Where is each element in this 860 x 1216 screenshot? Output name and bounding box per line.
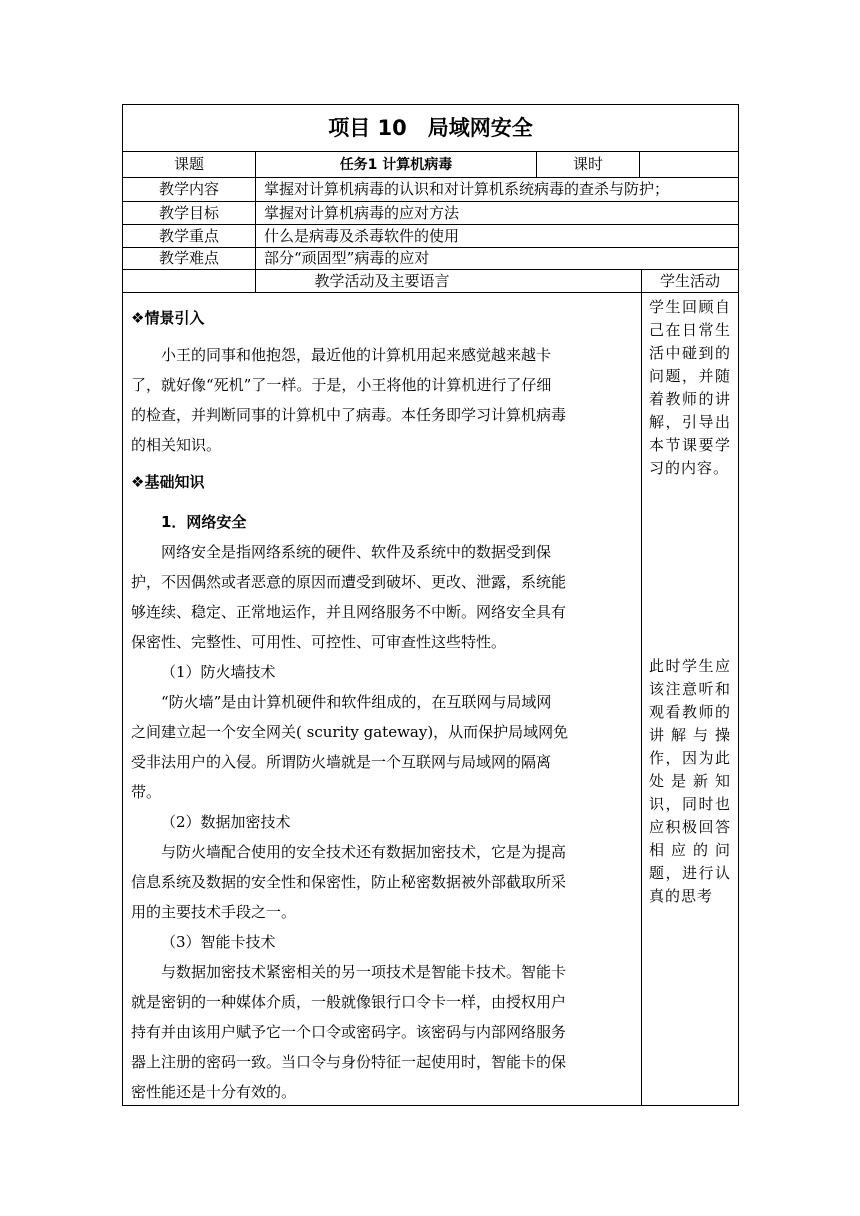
text-line: 的检查，并判断同事的计算机中了病毒。本任务即学习计算机病毒 xyxy=(131,406,567,424)
text-line: 就是密钥的一种媒体介质，一般就像银行口令卡一样，由授权用户 xyxy=(131,993,567,1011)
text-line: 密性能还是十分有效的。 xyxy=(131,1083,297,1101)
info-value: 什么是病毒及杀毒软件的使用 xyxy=(264,226,460,245)
topic-label: 课题 xyxy=(173,155,204,173)
text-line: 了，就好像“死机”了一样。于是，小王将他的计算机进行了仔细 xyxy=(131,376,552,394)
info-label: 教学重点 xyxy=(158,226,219,245)
text-line: “防火墙”是由计算机硬件和软件组成的，在互联网与局域网 xyxy=(161,693,552,711)
text-line: 护，不因偶然或者恶意的原因而遭受到破坏、更改、泄露，系统能 xyxy=(131,573,567,591)
subsection-heading: （2）数据加密技术 xyxy=(161,813,291,831)
hours-value xyxy=(640,152,738,177)
subsection-heading: （1）防火墙技术 xyxy=(161,663,276,681)
section-heading: ❖基础知识 xyxy=(131,473,205,491)
table-rule xyxy=(641,269,642,1105)
text-line: 够连续、稳定、正常地运作，并且网络服务不中断。网络安全具有 xyxy=(131,603,567,621)
text-line: 持有并由该用户赋予它一个口令或密码字。该密码与内部网络服务 xyxy=(131,1023,567,1041)
text-line: 的相关知识。 xyxy=(131,436,222,454)
info-label: 教学目标 xyxy=(158,203,219,222)
text-line: 与数据加密技术紧密相关的另一项技术是智能卡技术。智能卡 xyxy=(161,963,567,981)
text-line: 之间建立起一个安全网关( scurity gateway)，从而保护局域网免 xyxy=(131,723,569,741)
topic-value: 任务1 计算机病毒 xyxy=(339,156,453,173)
info-label: 教学难点 xyxy=(158,249,219,267)
info-value: 部分“顽固型”病毒的应对 xyxy=(264,249,430,267)
subsection-heading: 1．网络安全 xyxy=(161,513,247,531)
info-value: 掌握对计算机病毒的认识和对计算机系统病毒的查杀与防护； xyxy=(264,180,670,198)
hours-label: 课时 xyxy=(572,155,603,173)
main-column-header: 教学活动及主要语言 xyxy=(314,271,450,290)
text-line: 用的主要技术手段之一。 xyxy=(131,903,297,921)
text-line: 小王的同事和他抱怨，最近他的计算机用起来感觉越来越卡 xyxy=(161,346,552,364)
info-value: 掌握对计算机病毒的应对方法 xyxy=(264,203,460,222)
lesson-plan-table xyxy=(122,104,739,1106)
text-line: 带。 xyxy=(131,783,162,801)
subsection-heading: （3）智能卡技术 xyxy=(161,933,276,951)
section-heading: ❖情景引入 xyxy=(131,309,205,327)
page-title: 项目 10 局域网安全 xyxy=(328,115,533,140)
text-line: 器上注册的密码一致。当口令与身份特征一起使用时，智能卡的保 xyxy=(131,1053,567,1071)
text-line: 受非法用户的入侵。所谓防火墙就是一个互联网与局域网的隔离 xyxy=(131,753,552,771)
info-label: 教学内容 xyxy=(158,180,219,198)
text-line: 信息系统及数据的安全性和保密性，防止秘密数据被外部截取所采 xyxy=(131,873,567,891)
student-activity-text: 此时学生应该注意听和观看教师的讲解与操作，因为此处是新知识，同时也应积极回答相应的问题，进行认真的思考 xyxy=(649,657,731,905)
text-line: 保密性、完整性、可用性、可控性、可审查性这些特性。 xyxy=(131,633,507,651)
teaching-content xyxy=(123,293,641,1105)
text-line: 与防火墙配合使用的安全技术还有数据加密技术，它是为提高 xyxy=(161,843,567,861)
student-column-header: 学生活动 xyxy=(659,271,720,290)
student-activity-text: 学生回顾自己在日常生活中碰到的问题，并随着教师的讲解，引导出本节课要学习的内容。 xyxy=(649,298,731,477)
text-line: 网络安全是指网络系统的硬件、软件及系统中的数据受到保 xyxy=(161,543,552,561)
